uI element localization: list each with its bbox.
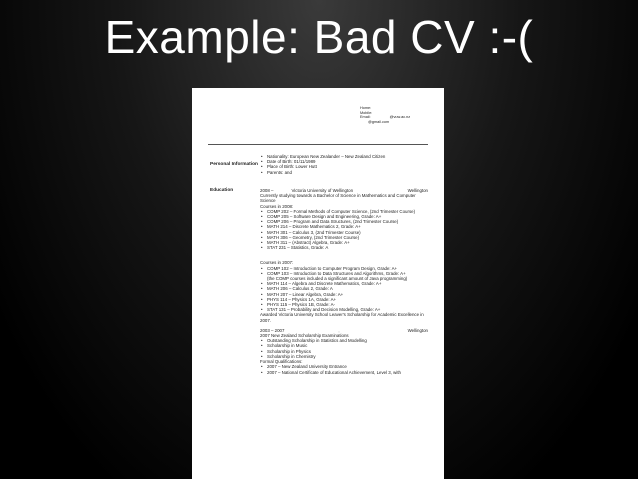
contact-mobile: Mobile: <box>360 110 373 115</box>
list-item: • MATH 301 – Calculus 3, (2nd Trimester Course) <box>267 230 428 235</box>
education-details <box>260 188 428 375</box>
courses-2007-label: Courses in 2007: <box>260 260 294 266</box>
list-item: • Place of Birth: Lower Hutt <box>267 164 428 169</box>
list-item: • MATH 214 – Discrete Mathematics 2, Grade: A+ <box>267 224 428 229</box>
scholarship-list <box>260 338 428 359</box>
entry-intro: Currently studying towards a Bachelor of Science in Mathematics and Computer Science <box>260 193 416 204</box>
list-item: • MATH 114 – Algebra and Discrete Mathematics, Grade: A+ <box>267 281 428 286</box>
list-item: • PHYS 115 – Physics 1B, Grade: A- <box>267 302 428 307</box>
personal-heading: Personal Information <box>210 162 258 167</box>
list-item: • Parents: and <box>267 170 428 175</box>
email-value-2: @vuw.ac.nz <box>389 115 411 120</box>
entry-intro: 2007 New Zealand Scholarship Examinations <box>260 333 349 339</box>
email-value: @gmail.com <box>368 119 390 124</box>
list-item: • PHYS 114 – Physics 1A, Grade: A+ <box>267 297 428 302</box>
entry-year: 2003 – 2007 <box>260 327 285 333</box>
contact-home: Home: <box>360 106 372 110</box>
list-item: • Scholarship in Music <box>267 343 428 348</box>
list-item: • Scholarship in Chemistry <box>267 354 428 359</box>
list-item: • Nationality: European New Zealander – New Zealand Citizen <box>267 154 428 159</box>
courses-2008-list <box>260 209 428 251</box>
list-item: • MATH 311 – (Abstract) Algebra, Grade: A+ <box>267 240 428 245</box>
qualifications-label: Formal Qualifications: <box>260 359 303 365</box>
courses-2007-list <box>260 266 428 313</box>
list-item: • COMP 206 – Program and Data Structures, (2nd Trimester Course) <box>267 219 428 224</box>
entry-separator: , <box>338 327 340 333</box>
list-item: • MATH 207 – Linear Algebra, Grade: A+ <box>267 292 428 297</box>
list-item: • 2007 – New Zealand University Entrance <box>267 364 428 369</box>
cv-page <box>192 88 444 479</box>
list-item: • Outstanding Scholarship in Statistics and Modelling <box>267 338 428 343</box>
entry-institution: Victoria University of Wellington <box>291 188 354 193</box>
list-item: • Scholarship in Physics <box>267 349 428 354</box>
entry-city: Wellington <box>407 327 428 333</box>
qualifications-list <box>260 364 428 374</box>
list-item: • MATH 206 – Calculus 2, Grade: A <box>267 286 428 291</box>
contact-block <box>360 106 410 124</box>
list-item: • 2007 – National Certificate of Educational Achievement, Level 3, with <box>267 370 428 375</box>
contact-email: Email: @vuw.ac.nz <box>360 115 411 120</box>
courses-label: Courses in 2008: <box>260 203 294 209</box>
list-item: • STAT 231 – Statistics, Grade: A <box>267 245 428 250</box>
list-item: • MATH 306 – Geometry, (2nd Trimester Course) <box>267 235 428 240</box>
list-item: • COMP 103 – Introduction to Data Structures and Algorithms, Grade: A+ <box>267 271 428 276</box>
education-heading: Education <box>210 188 234 193</box>
list-item: • COMP 102 – Introduction to Computer Program Design, Grade: A+ <box>267 266 428 271</box>
list-item: • STAT 131 – Probability and Decision Modelling, Grade: A+ <box>267 307 428 312</box>
entry-year: 2008 – <box>260 188 274 193</box>
personal-details <box>260 154 428 175</box>
slide-title: Example: Bad CV :-( <box>104 11 534 63</box>
list-item: • Date of Birth: 01/11/1989 <box>267 159 428 164</box>
list-item: • COMP 205 – Software Design and Engineering, Grade: A+ <box>267 214 428 219</box>
award-text: Awarded Victoria University School Leaver's Scholarship for Academic Excellence in 2007. <box>260 312 424 323</box>
courses-note: (the COMP courses included a significant amount of Java programming) <box>267 276 408 282</box>
list-item: • COMP 202 – Formal Methods of Computer Science, (2nd Trimester Course) <box>267 209 428 214</box>
entry-city: Wellington <box>407 188 428 193</box>
header-divider <box>208 144 428 145</box>
